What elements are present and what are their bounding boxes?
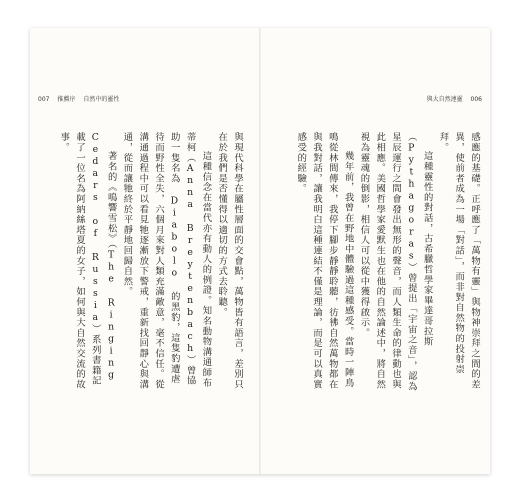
running-title-right: 與大自然連靈 bbox=[426, 96, 463, 103]
book-spread bbox=[30, 28, 490, 474]
running-header-left bbox=[38, 94, 125, 103]
body-text-left bbox=[45, 132, 245, 394]
paragraph: 這種信念在當代亦有動人的例證。知名動物溝通師布蒂柯（Anna Breytenbach）曾協助一隻名為 Diabolo 的黑豹，這隻豹遭虐待而野性全失，六個月來對人類充滿敵意，毫不信任。從溝通過程中可以看見牠逐漸放下警戒，重新找回靜心與溝通，從而讓牠終於平靜地回歸自然。 bbox=[121, 132, 212, 390]
chapter-label: 推薦序 bbox=[57, 96, 76, 103]
right-page bbox=[261, 28, 490, 474]
paragraph: 與現代科學在屬性層面的交會點，萬物皆有語言，差別只在於我們是否懂得以適切的方式去聆聽。 bbox=[216, 132, 243, 390]
page-number-left: 007 bbox=[38, 96, 50, 103]
running-header-right bbox=[421, 94, 482, 103]
paragraph: 感應的基礎。正呼應了「萬物有靈」與物神崇拜之間的差異，使前者成為一場「對話」，而非對自然物的投射崇拜。 bbox=[437, 132, 480, 390]
page-number-right: 006 bbox=[470, 96, 482, 103]
paragraph: 這種靈性的對話，古希臘哲學家畢達哥拉斯（Pythagoras）曾提出「宇宙之音」，認為星辰運行之間會發出無形的聲音，而人類生命的律動也與此相應。美國哲學家愛默生也在他的自然論述中，將自然視為靈魂的倒影，相信人可以從中獲得啟示。 bbox=[358, 132, 433, 392]
paragraph: 幾年前，我曾在野地中體驗過這種感受。當時一陣鳥鳴從林間傳來，我停下腳步靜靜聆聽，彷彿自然萬物都在與我對話，讓我明白這種連結不僅是理論，而是可以真實感受的經驗。 bbox=[295, 132, 354, 390]
left-page bbox=[30, 28, 259, 474]
body-text-right bbox=[268, 132, 482, 394]
running-title-left: 自然中的靈性 bbox=[83, 96, 120, 103]
paragraph: 著名的《鳴響雪松》（The Ringing Cedars of Russia）系列書籍記載了一位名為阿納絲塔夏的女子，如何與大自然交流的故事。 bbox=[58, 132, 117, 390]
